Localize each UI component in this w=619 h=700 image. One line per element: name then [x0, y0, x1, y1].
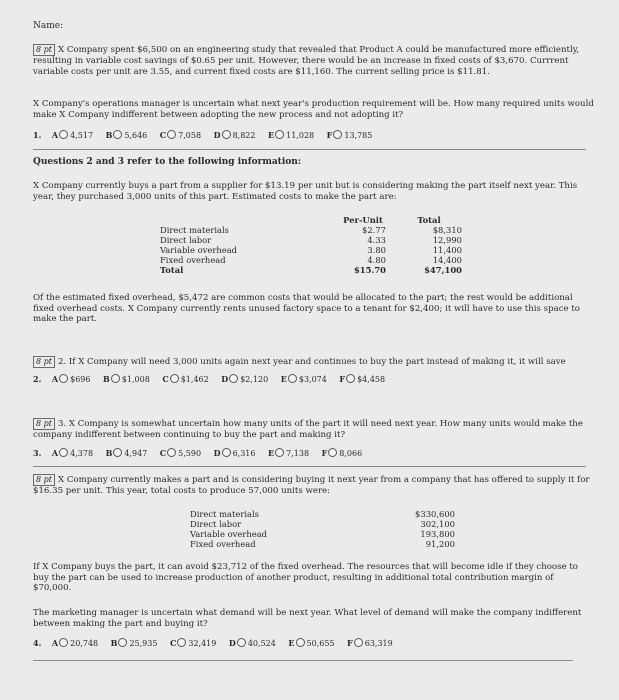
option-value: 7,138: [286, 449, 310, 458]
option-value: 40,524: [247, 639, 276, 648]
q2-option-c[interactable]: [162, 374, 208, 385]
option-letter: C: [162, 374, 169, 384]
radio-icon[interactable]: [346, 374, 355, 383]
radio-icon[interactable]: [177, 638, 186, 647]
cost-table: [160, 215, 462, 275]
section23-note: Of the estimated fixed overhead, $5,472 are common costs that would be allocated to the part; the rest would be additional fixed overhead costs. X Company currently rents unused factory space to a tenant for $2,400; it will have to use this space to make the part.: [33, 293, 580, 325]
section23-intro: X Company currently buys a part from a supplier for $13.19 per unit but is considering making the part itself next year. This year, they purchased 3,000 units of this part. Estimated costs to make the part are:: [33, 181, 578, 202]
divider: [33, 149, 586, 150]
q2-question: [33, 356, 598, 368]
option-value: 63,319: [364, 639, 393, 648]
row-label: Fixed overhead: [190, 539, 256, 549]
option-letter: B: [105, 448, 113, 458]
radio-icon[interactable]: [333, 130, 342, 139]
option-letter: A: [51, 374, 59, 384]
radio-icon[interactable]: [111, 374, 120, 383]
table-row: [160, 235, 462, 245]
radio-icon[interactable]: [296, 638, 305, 647]
q4-option-d[interactable]: [229, 638, 276, 649]
option-letter: F: [326, 130, 333, 140]
q1-options: [33, 130, 382, 141]
cost-table-header-per-unit: Per-Unit: [343, 215, 383, 225]
q3-option-b[interactable]: [106, 448, 148, 459]
q1-option-a[interactable]: [52, 130, 93, 141]
row-total: $47,100: [424, 265, 462, 275]
option-value: 5,590: [178, 449, 202, 458]
option-letter: A: [51, 638, 59, 648]
option-value: 4,517: [70, 131, 94, 140]
table-row: [160, 245, 462, 255]
cost-table-header-total: Total: [417, 215, 441, 225]
radio-icon[interactable]: [288, 374, 297, 383]
option-letter: E: [280, 374, 287, 384]
row-label: Direct materials: [160, 225, 229, 235]
row-total: 11,400: [432, 245, 462, 255]
option-value: $1,462: [180, 375, 209, 384]
option-value: $696: [70, 375, 91, 384]
q4-intro-text: X Company currently makes a part and is considering buying it next year from a company that has offered to supply it for $16.35 per unit. This year, total costs to produce 57,000 units were:: [33, 475, 590, 496]
option-letter: A: [51, 448, 59, 458]
row-label: Fixed overhead: [160, 255, 226, 265]
radio-icon[interactable]: [222, 448, 231, 457]
option-letter: F: [339, 374, 346, 384]
row-value: $330,600: [415, 509, 455, 519]
option-letter: B: [110, 638, 118, 648]
option-value: 7,058: [178, 131, 202, 140]
radio-icon[interactable]: [167, 448, 176, 457]
row-per-unit: $15.70: [353, 265, 386, 275]
row-label: Variable overhead: [190, 529, 268, 539]
q1-question: X Company's operations manager is uncertain what next year's production requirement will be. How many required units would make X Company indifferent between adopting the new process and not adopting it?: [33, 99, 594, 120]
radio-icon[interactable]: [59, 130, 68, 139]
option-value: $3,074: [298, 375, 327, 384]
q3-number: 3.: [33, 448, 42, 458]
row-total: 12,990: [432, 235, 462, 245]
row-per-unit: 4.33: [367, 235, 386, 245]
q3-option-c[interactable]: [160, 448, 201, 459]
q4-note: If X Company buys the part, it can avoid $23,712 of the fixed overhead. The resources that will become idle if they choose to buy the part can be used to increase production of another product, resulting in additional total contribution margin of $70,000.: [33, 562, 578, 594]
option-letter: D: [213, 448, 221, 458]
option-value: $1,008: [121, 375, 150, 384]
q4-options: [33, 638, 403, 649]
q2-option-a[interactable]: [52, 374, 91, 385]
q3-options: [33, 448, 372, 459]
option-letter: A: [51, 130, 59, 140]
q4-option-c[interactable]: [170, 638, 216, 649]
option-letter: E: [268, 448, 275, 458]
q2-number: 2.: [33, 374, 42, 384]
option-value: 20,748: [70, 639, 99, 648]
option-value: 32,419: [188, 639, 217, 648]
row-total: 14,400: [432, 255, 462, 265]
q1-option-c[interactable]: [160, 130, 201, 141]
option-value: 5,646: [124, 131, 148, 140]
row-label: Total: [160, 265, 184, 275]
option-value: $4,458: [357, 375, 386, 384]
option-value: 8,066: [339, 449, 363, 458]
q1-number: 1.: [33, 130, 42, 140]
row-per-unit: $2.77: [362, 225, 386, 235]
row-value: 193,800: [420, 529, 455, 539]
q2-option-d[interactable]: [221, 374, 268, 385]
q4-number: 4.: [33, 638, 42, 648]
table-row: [190, 539, 455, 549]
q4-intro: [33, 474, 593, 497]
q2-question-text: 2. If X Company will need 3,000 units again next year and continues to buy the part instead of making it, it will save: [57, 357, 566, 367]
table-row: [190, 519, 455, 529]
option-letter: D: [221, 374, 229, 384]
production-cost-table: [190, 509, 455, 549]
table-row: [190, 529, 455, 539]
option-letter: E: [268, 130, 275, 140]
q2-option-b[interactable]: [103, 374, 150, 385]
radio-icon[interactable]: [113, 130, 122, 139]
row-label: Variable overhead: [160, 245, 238, 255]
q2-points-badge: 8 pt: [33, 356, 55, 368]
q2-option-f[interactable]: [339, 374, 385, 385]
table-total-row: [160, 265, 462, 275]
radio-icon[interactable]: [59, 374, 68, 383]
option-letter: D: [213, 130, 221, 140]
table-row: [190, 509, 455, 519]
radio-icon[interactable]: [113, 448, 122, 457]
option-value: 13,785: [344, 131, 373, 140]
q1-option-e[interactable]: [268, 130, 314, 141]
q1-points-badge: 8 pt: [33, 44, 55, 56]
option-letter: D: [228, 638, 236, 648]
option-value: 25,935: [129, 639, 158, 648]
q3-question: [33, 418, 598, 441]
option-value: 4,378: [70, 449, 94, 458]
option-value: 6,316: [232, 449, 256, 458]
radio-icon[interactable]: [118, 638, 127, 647]
option-value: 4,947: [124, 449, 148, 458]
option-letter: B: [105, 130, 113, 140]
section-heading: Questions 2 and 3 refer to the following information:: [33, 157, 302, 167]
divider: [33, 660, 573, 661]
option-letter: B: [103, 374, 110, 384]
row-label: Direct materials: [190, 509, 259, 519]
option-value: 11,028: [286, 131, 315, 140]
q4-points-badge: 8 pt: [33, 474, 55, 486]
radio-icon[interactable]: [237, 638, 246, 647]
q4-option-e[interactable]: [288, 638, 334, 649]
row-per-unit: 3.80: [367, 245, 386, 255]
row-total: $8,310: [432, 225, 462, 235]
radio-icon[interactable]: [59, 638, 68, 647]
q1-intro: [33, 44, 598, 77]
radio-icon[interactable]: [59, 448, 68, 457]
option-letter: C: [159, 448, 167, 458]
option-value: 50,655: [306, 639, 335, 648]
row-per-unit: 4.80: [367, 255, 386, 265]
q2-option-e[interactable]: [281, 374, 327, 385]
table-row: [160, 225, 462, 235]
q3-option-a[interactable]: [52, 448, 93, 459]
option-letter: E: [288, 638, 295, 648]
q3-option-d[interactable]: [214, 448, 256, 459]
q3-points-badge: 8 pt: [33, 418, 55, 430]
row-value: 91,200: [425, 539, 455, 549]
q3-option-f[interactable]: [322, 448, 363, 459]
q1-option-d[interactable]: [214, 130, 256, 141]
q1-option-b[interactable]: [106, 130, 148, 141]
radio-icon[interactable]: [170, 374, 179, 383]
row-label: Direct labor: [160, 235, 212, 245]
q4-option-a[interactable]: [52, 638, 98, 649]
option-letter: F: [347, 638, 353, 648]
divider: [33, 466, 586, 467]
option-value: 8,822: [232, 131, 256, 140]
q4-option-f[interactable]: [347, 638, 393, 649]
radio-icon[interactable]: [229, 374, 238, 383]
option-letter: F: [321, 448, 328, 458]
row-value: 302,100: [420, 519, 455, 529]
q4-option-b[interactable]: [111, 638, 158, 649]
radio-icon[interactable]: [275, 130, 284, 139]
table-row: [160, 255, 462, 265]
option-value: $2,120: [240, 375, 269, 384]
option-letter: C: [169, 638, 177, 648]
radio-icon[interactable]: [275, 448, 284, 457]
name-label: Name:: [33, 21, 64, 31]
cost-table-header-blank: [160, 215, 330, 225]
row-label: Direct labor: [190, 519, 242, 529]
q3-question-text: 3. X Company is somewhat uncertain how many units of the part it will need next year. How many units would make the company indifferent between continuing to buy the part and making it?: [33, 419, 583, 440]
radio-icon[interactable]: [354, 638, 363, 647]
radio-icon[interactable]: [222, 130, 231, 139]
q4-question: The marketing manager is uncertain what demand will be next year. What level of demand will make the company indifferent between making the part and buying it?: [33, 608, 582, 629]
q1-option-f[interactable]: [327, 130, 373, 141]
q3-option-e[interactable]: [268, 448, 309, 459]
q1-intro-text: X Company spent $6,500 on an engineering study that revealed that Product A could be manufactured more efficiently, resulting in variable cost savings of $0.65 per unit. However, there would be an increase in fixed costs of $3,670. Currrent variable costs per unit are 3.55, and current fixed costs are $11,160. The current selling price is $11.81.: [33, 45, 580, 77]
radio-icon[interactable]: [328, 448, 337, 457]
q2-options: [33, 374, 395, 385]
radio-icon[interactable]: [167, 130, 176, 139]
option-letter: C: [159, 130, 167, 140]
